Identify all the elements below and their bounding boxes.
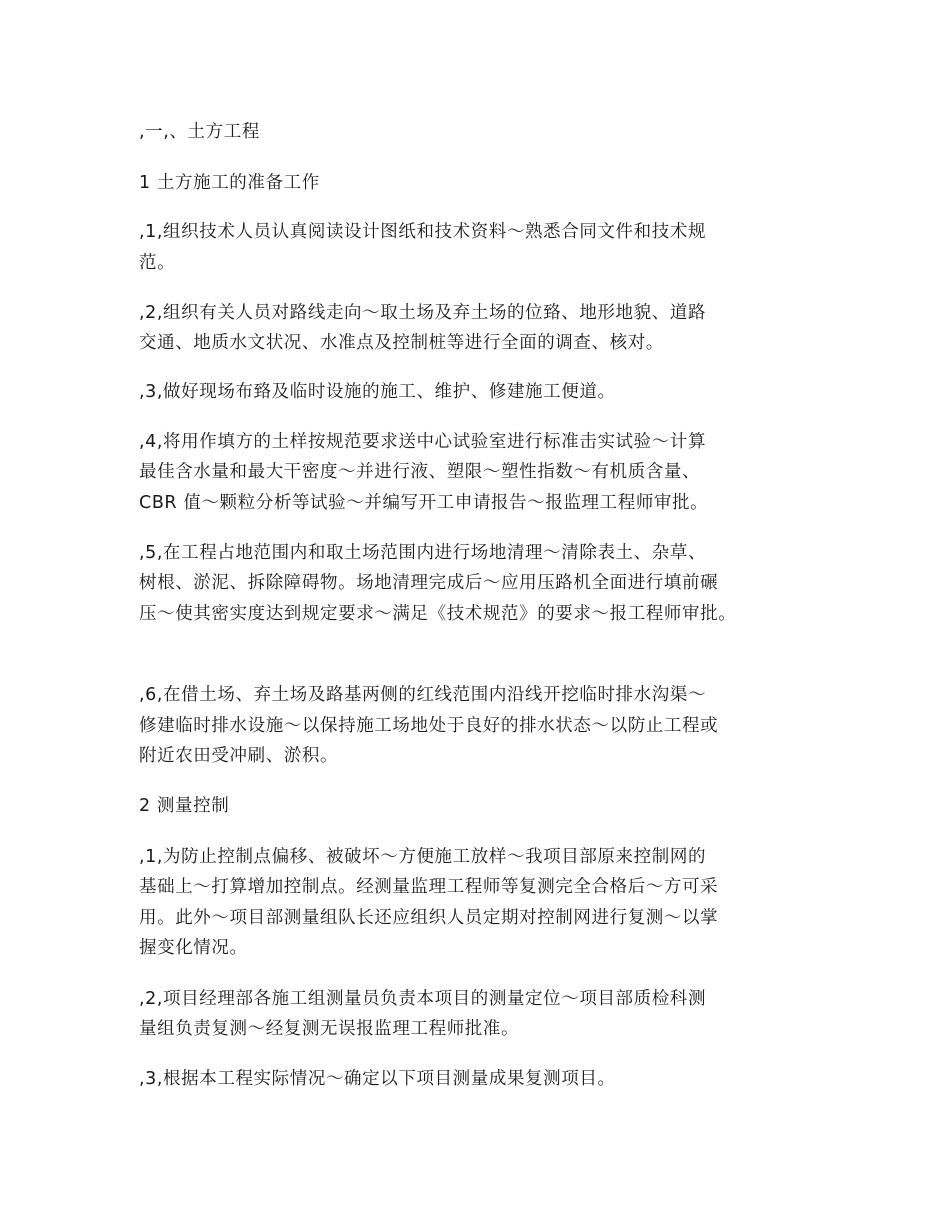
paragraph-line: ,2,项目经理部各施工组测量员负责本项目的测量定位～项目部质检科测 (139, 989, 707, 1009)
paragraph-line: 交通、地质水文状况、水准点及控制桩等进行全面的调查、核对。 (139, 333, 664, 353)
paragraph-line: ,5,在工程占地范围内和取土场范围内进行场地清理～清除表土、杂草、 (139, 543, 707, 563)
paragraph-line: ,4,将用作填方的土样按规范要求送中心试验室进行标准击实试验～计算 (139, 432, 707, 452)
paragraph-line: 用。此外～项目部测量组队长还应组织人员定期对控制网进行复测～以掌 (139, 908, 719, 928)
paragraph-line: CBR 值～颗粒分析等试验～并编写开工申请报告～报监理工程师审批。 (139, 493, 709, 513)
paragraph-line: 基础上～打算增加控制点。经测量监理工程师等复测完全合格后～方可采 (139, 877, 719, 897)
paragraph-line: 树根、淤泥、拆除障碍物。场地清理完成后～应用压路机全面进行填前碾 (139, 573, 719, 593)
paragraph-line: ,3,做好现场布臵及临时设施的施工、维护、修建施工便道。 (139, 382, 616, 402)
paragraph-line: ,6,在借土场、弃土场及路基两侧的红线范围内沿线开挖临时排水沟渠～ (139, 685, 707, 705)
paragraph-line: ,3,根据本工程实际情况～确定以下项目测量成果复测项目。 (139, 1069, 616, 1089)
paragraph-line: 量组负责复测～经复测无误报监理工程师批准。 (139, 1019, 520, 1039)
paragraph-line: ,2,组织有关人员对路线走向～取土场及弃土场的位臵、地形地貌、道路 (139, 303, 707, 323)
paragraph-line: 最佳含水量和最大干密度～并进行液、塑限～塑性指数～有机质含量、 (139, 462, 701, 482)
section-title: ,一,、土方工程 (139, 122, 260, 142)
paragraph-line: ,1,为防止控制点偏移、被破坏～方便施工放样～我项目部原来控制网的 (139, 847, 707, 867)
subsection-title: 2 测量控制 (139, 796, 230, 816)
paragraph-line: 压～使其密实度达到规定要求～满足《技术规范》的要求～报工程师审批。 (139, 604, 737, 624)
paragraph-line: 握变化情况。 (139, 938, 248, 958)
paragraph-line: 修建临时排水设施～以保持施工场地处于良好的排水状态～以防止工程或 (139, 716, 719, 736)
subsection-title: 1 土方施工的准备工作 (139, 173, 320, 193)
paragraph-line: ,1,组织技术人员认真阅读设计图纸和技术资料～熟悉合同文件和技术规 (139, 222, 707, 242)
paragraph-line: 范。 (139, 253, 176, 273)
paragraph-line: 附近农田受冲刷、淤积。 (139, 746, 339, 766)
